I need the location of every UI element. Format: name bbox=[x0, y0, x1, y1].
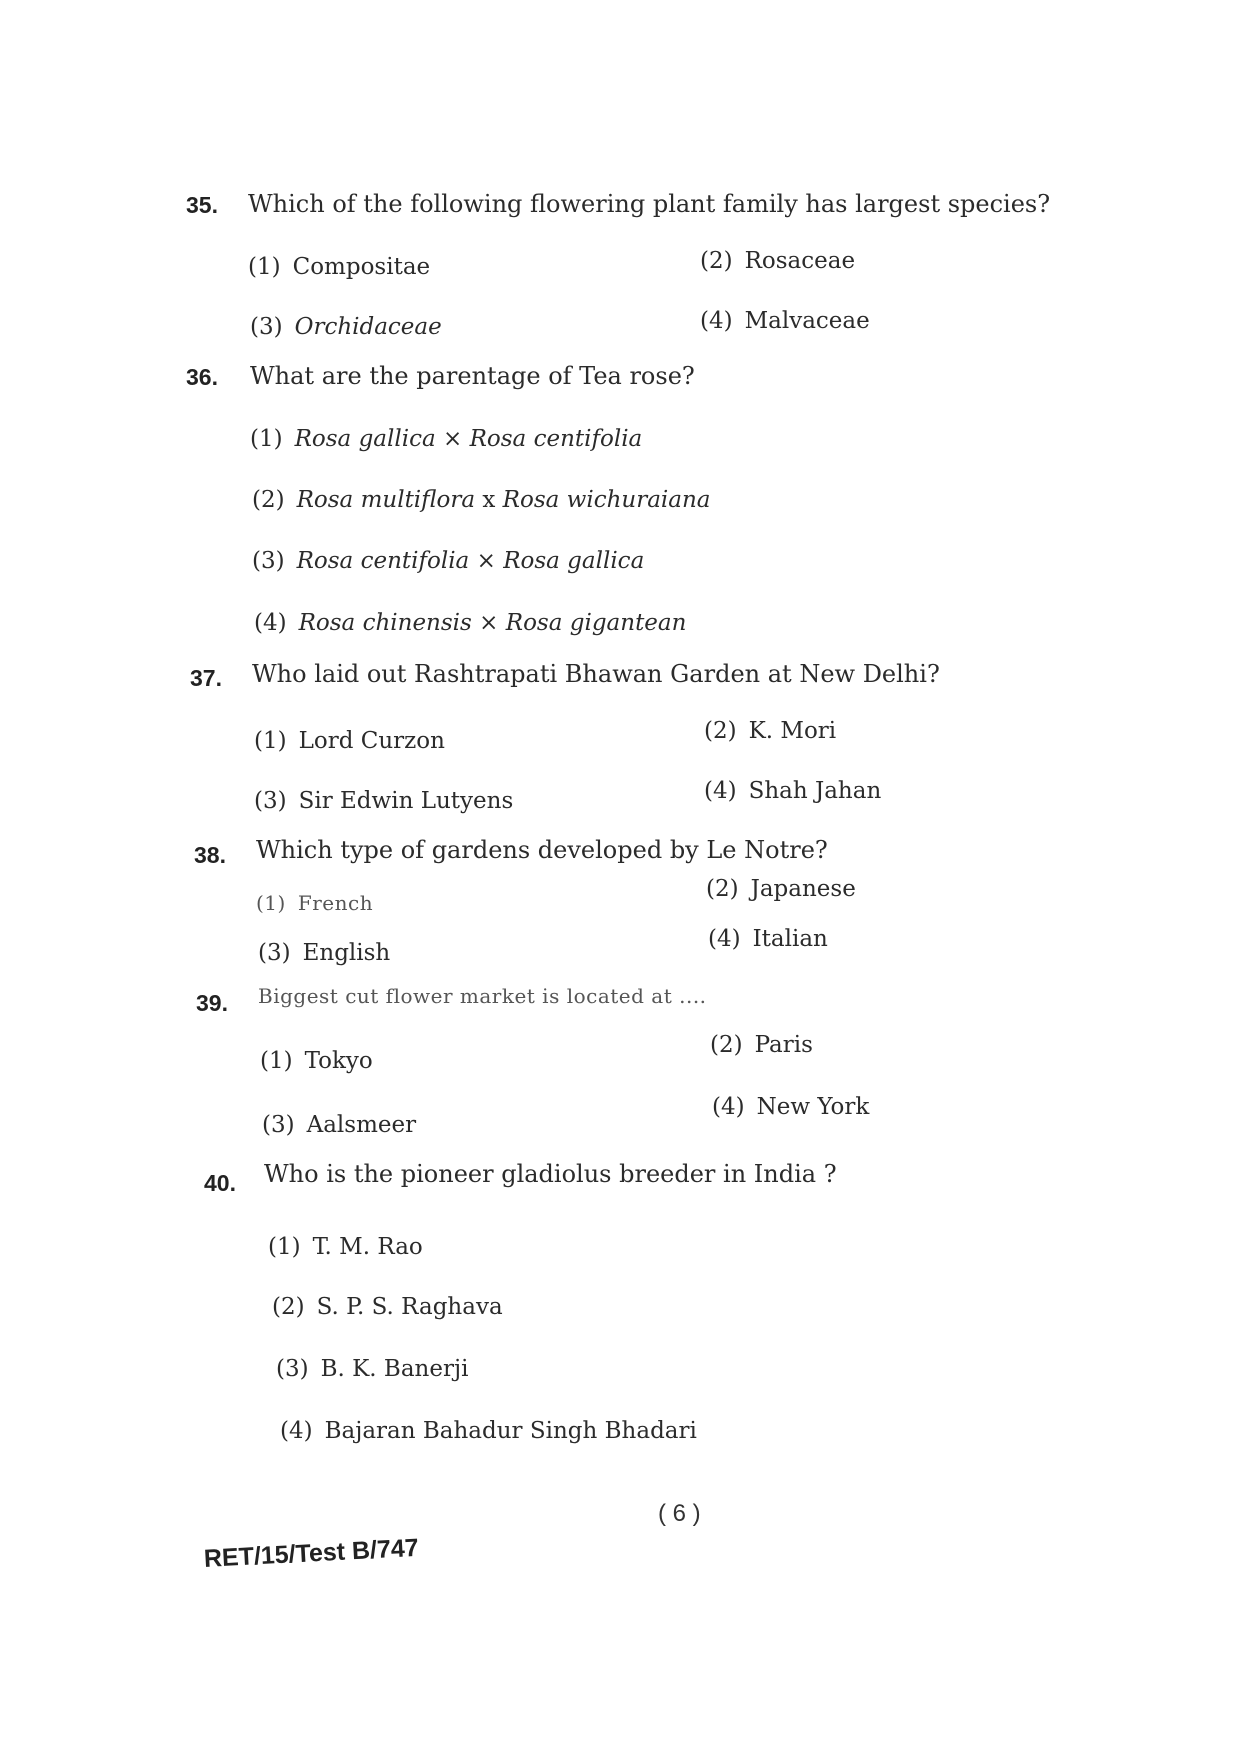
question-number: 37. bbox=[190, 665, 222, 691]
option-3: (3) Aalsmeer bbox=[262, 1112, 417, 1138]
question-text: Who is the pioneer gladiolus breeder in India ? bbox=[264, 1160, 837, 1188]
option-2: (2) Japanese bbox=[706, 876, 856, 902]
option-2: (2) Rosaceae bbox=[700, 248, 856, 274]
option-1: (1) Tokyo bbox=[260, 1048, 373, 1074]
option-4: (4) New York bbox=[712, 1094, 870, 1120]
option-1: (1) Lord Curzon bbox=[254, 728, 445, 754]
question-number: 40. bbox=[204, 1170, 236, 1196]
option-1: (1) T. M. Rao bbox=[268, 1234, 423, 1260]
question-number: 35. bbox=[186, 192, 218, 218]
option-3: (3) Orchidaceae bbox=[250, 314, 442, 340]
question-number: 39. bbox=[196, 990, 228, 1016]
question-text: Biggest cut flower market is located at .... bbox=[258, 984, 707, 1008]
question-text: Which of the following flowering plant family has largest species? bbox=[248, 190, 1051, 218]
option-3: (3) English bbox=[258, 940, 391, 966]
option-2: (2) Paris bbox=[710, 1032, 813, 1058]
option-2: (2) K. Mori bbox=[704, 718, 837, 744]
test-code: RET/15/Test B/747 bbox=[203, 1533, 420, 1573]
question-text: Which type of gardens developed by Le Notre? bbox=[256, 836, 828, 864]
option-4: (4) Italian bbox=[708, 926, 828, 952]
option-1: (1) Compositae bbox=[248, 254, 431, 280]
option-4: (4) Malvaceae bbox=[700, 308, 870, 334]
option-2: (2) Rosa multiflora x Rosa wichuraiana bbox=[252, 487, 711, 513]
option-4: (4) Rosa chinensis × Rosa gigantean bbox=[254, 610, 687, 636]
question-text: What are the parentage of Tea rose? bbox=[250, 362, 695, 390]
option-1: (1) French bbox=[256, 891, 374, 915]
option-1: (1) Rosa gallica × Rosa centifolia bbox=[250, 426, 643, 452]
question-number: 36. bbox=[186, 364, 218, 390]
option-4: (4) Bajaran Bahadur Singh Bhadari bbox=[280, 1418, 697, 1444]
question-text: Who laid out Rashtrapati Bhawan Garden at New Delhi? bbox=[252, 660, 940, 688]
option-3: (3) Rosa centifolia × Rosa gallica bbox=[252, 548, 645, 574]
option-2: (2) S. P. S. Raghava bbox=[272, 1294, 503, 1320]
question-number: 38. bbox=[194, 842, 226, 868]
option-4: (4) Shah Jahan bbox=[704, 778, 882, 804]
option-3: (3) B. K. Banerji bbox=[276, 1356, 469, 1382]
option-3: (3) Sir Edwin Lutyens bbox=[254, 788, 514, 814]
page-number: ( 6 ) bbox=[658, 1500, 701, 1527]
